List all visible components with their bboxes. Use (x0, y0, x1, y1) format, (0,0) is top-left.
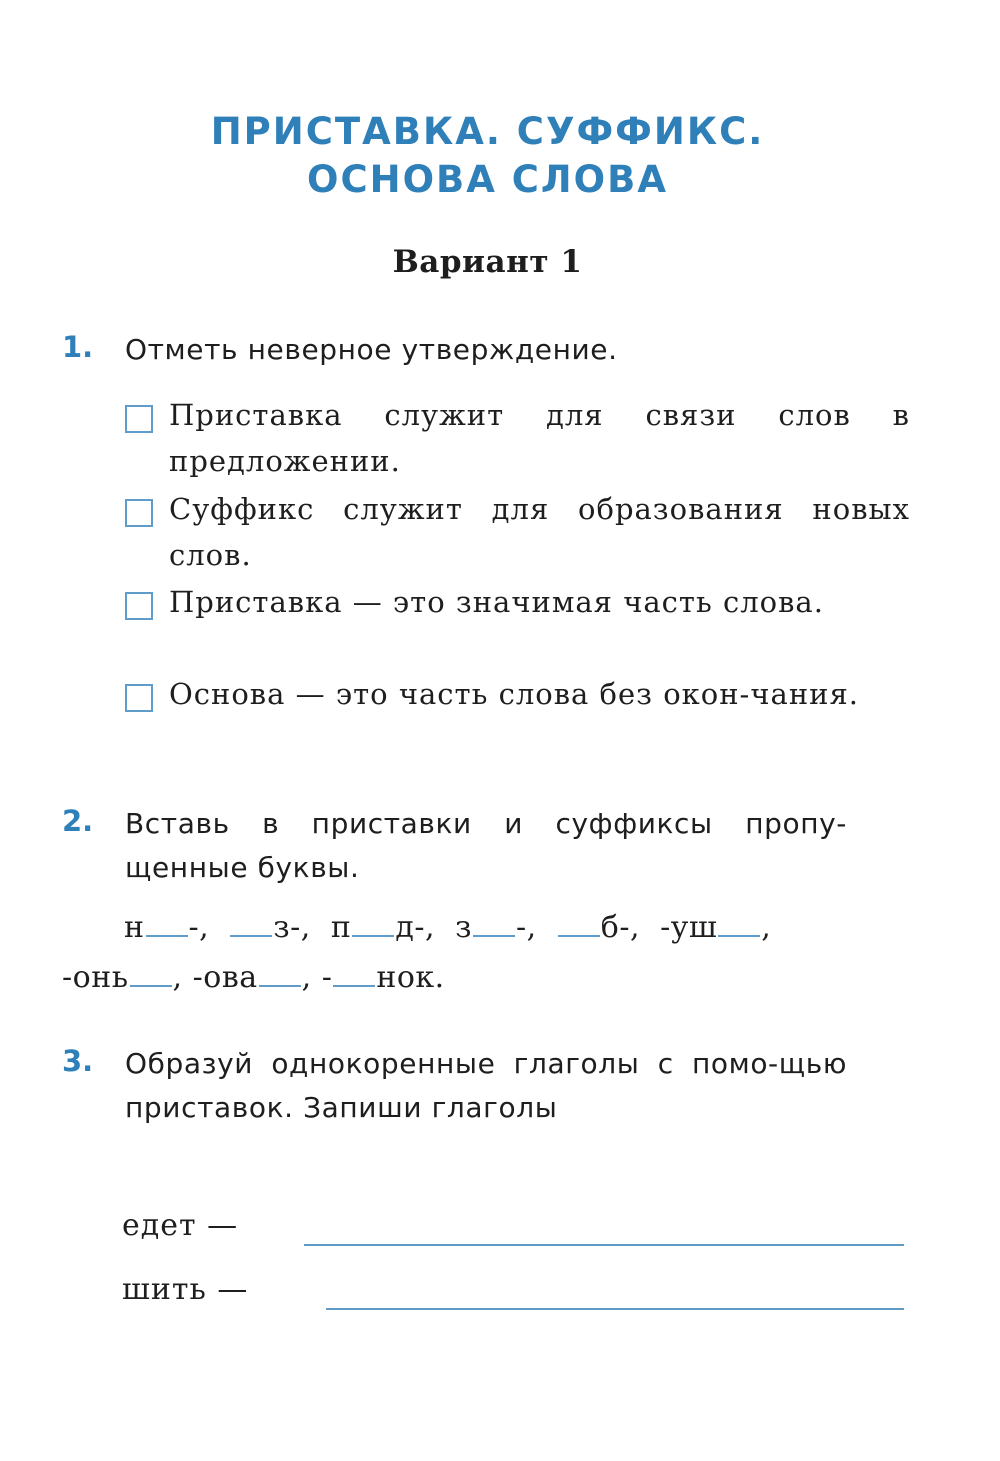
page-title (0, 108, 975, 204)
task-2-number: 2. (62, 804, 94, 838)
checkbox[interactable] (125, 592, 153, 620)
verb-label-1: едет — (122, 1208, 239, 1243)
task-1-text: Отметь неверное утверждение. (125, 333, 618, 366)
answer-line-1[interactable] (304, 1244, 904, 1246)
option-text: Приставка — это значимая часть слова. (169, 585, 824, 619)
letter-blank[interactable] (146, 913, 188, 937)
gap-line-2: -онь , -ова , - нок. (62, 960, 445, 995)
letter-blank[interactable] (352, 913, 394, 937)
task-1-number: 1. (62, 330, 94, 364)
checkbox[interactable] (125, 499, 153, 527)
letter-blank[interactable] (230, 913, 272, 937)
option-text: Суффикс служит для образования новых слов. (169, 492, 910, 572)
checkbox[interactable] (125, 405, 153, 433)
task-3-number: 3. (62, 1044, 94, 1078)
verb-label-2: шить — (122, 1272, 249, 1307)
title-line-1: ПРИСТАВКА. СУФФИКС. (210, 110, 765, 153)
option-text: Основа — это часть слова без окон-чания. (169, 677, 859, 711)
option-text: Приставка служит для связи слов в предложении. (169, 398, 910, 478)
variant-heading: Вариант 1 (392, 244, 583, 280)
task-3-text: Образуй однокоренные глаголы с помо-щью приставок. Запиши глаголы (125, 1047, 847, 1124)
checkbox[interactable] (125, 684, 153, 712)
title-line-2: ОСНОВА СЛОВА (307, 158, 668, 201)
letter-blank[interactable] (259, 963, 301, 987)
letter-blank[interactable] (130, 963, 172, 987)
task-2-text: Вставь в приставки и суффиксы пропу-щенные буквы. (125, 807, 847, 884)
answer-line-2[interactable] (326, 1308, 904, 1310)
letter-blank[interactable] (558, 913, 600, 937)
letter-blank[interactable] (333, 963, 375, 987)
letter-blank[interactable] (473, 913, 515, 937)
gap-line-1: н -, з-, п д-, з -, б-, -уш , (124, 910, 772, 945)
letter-blank[interactable] (718, 913, 760, 937)
